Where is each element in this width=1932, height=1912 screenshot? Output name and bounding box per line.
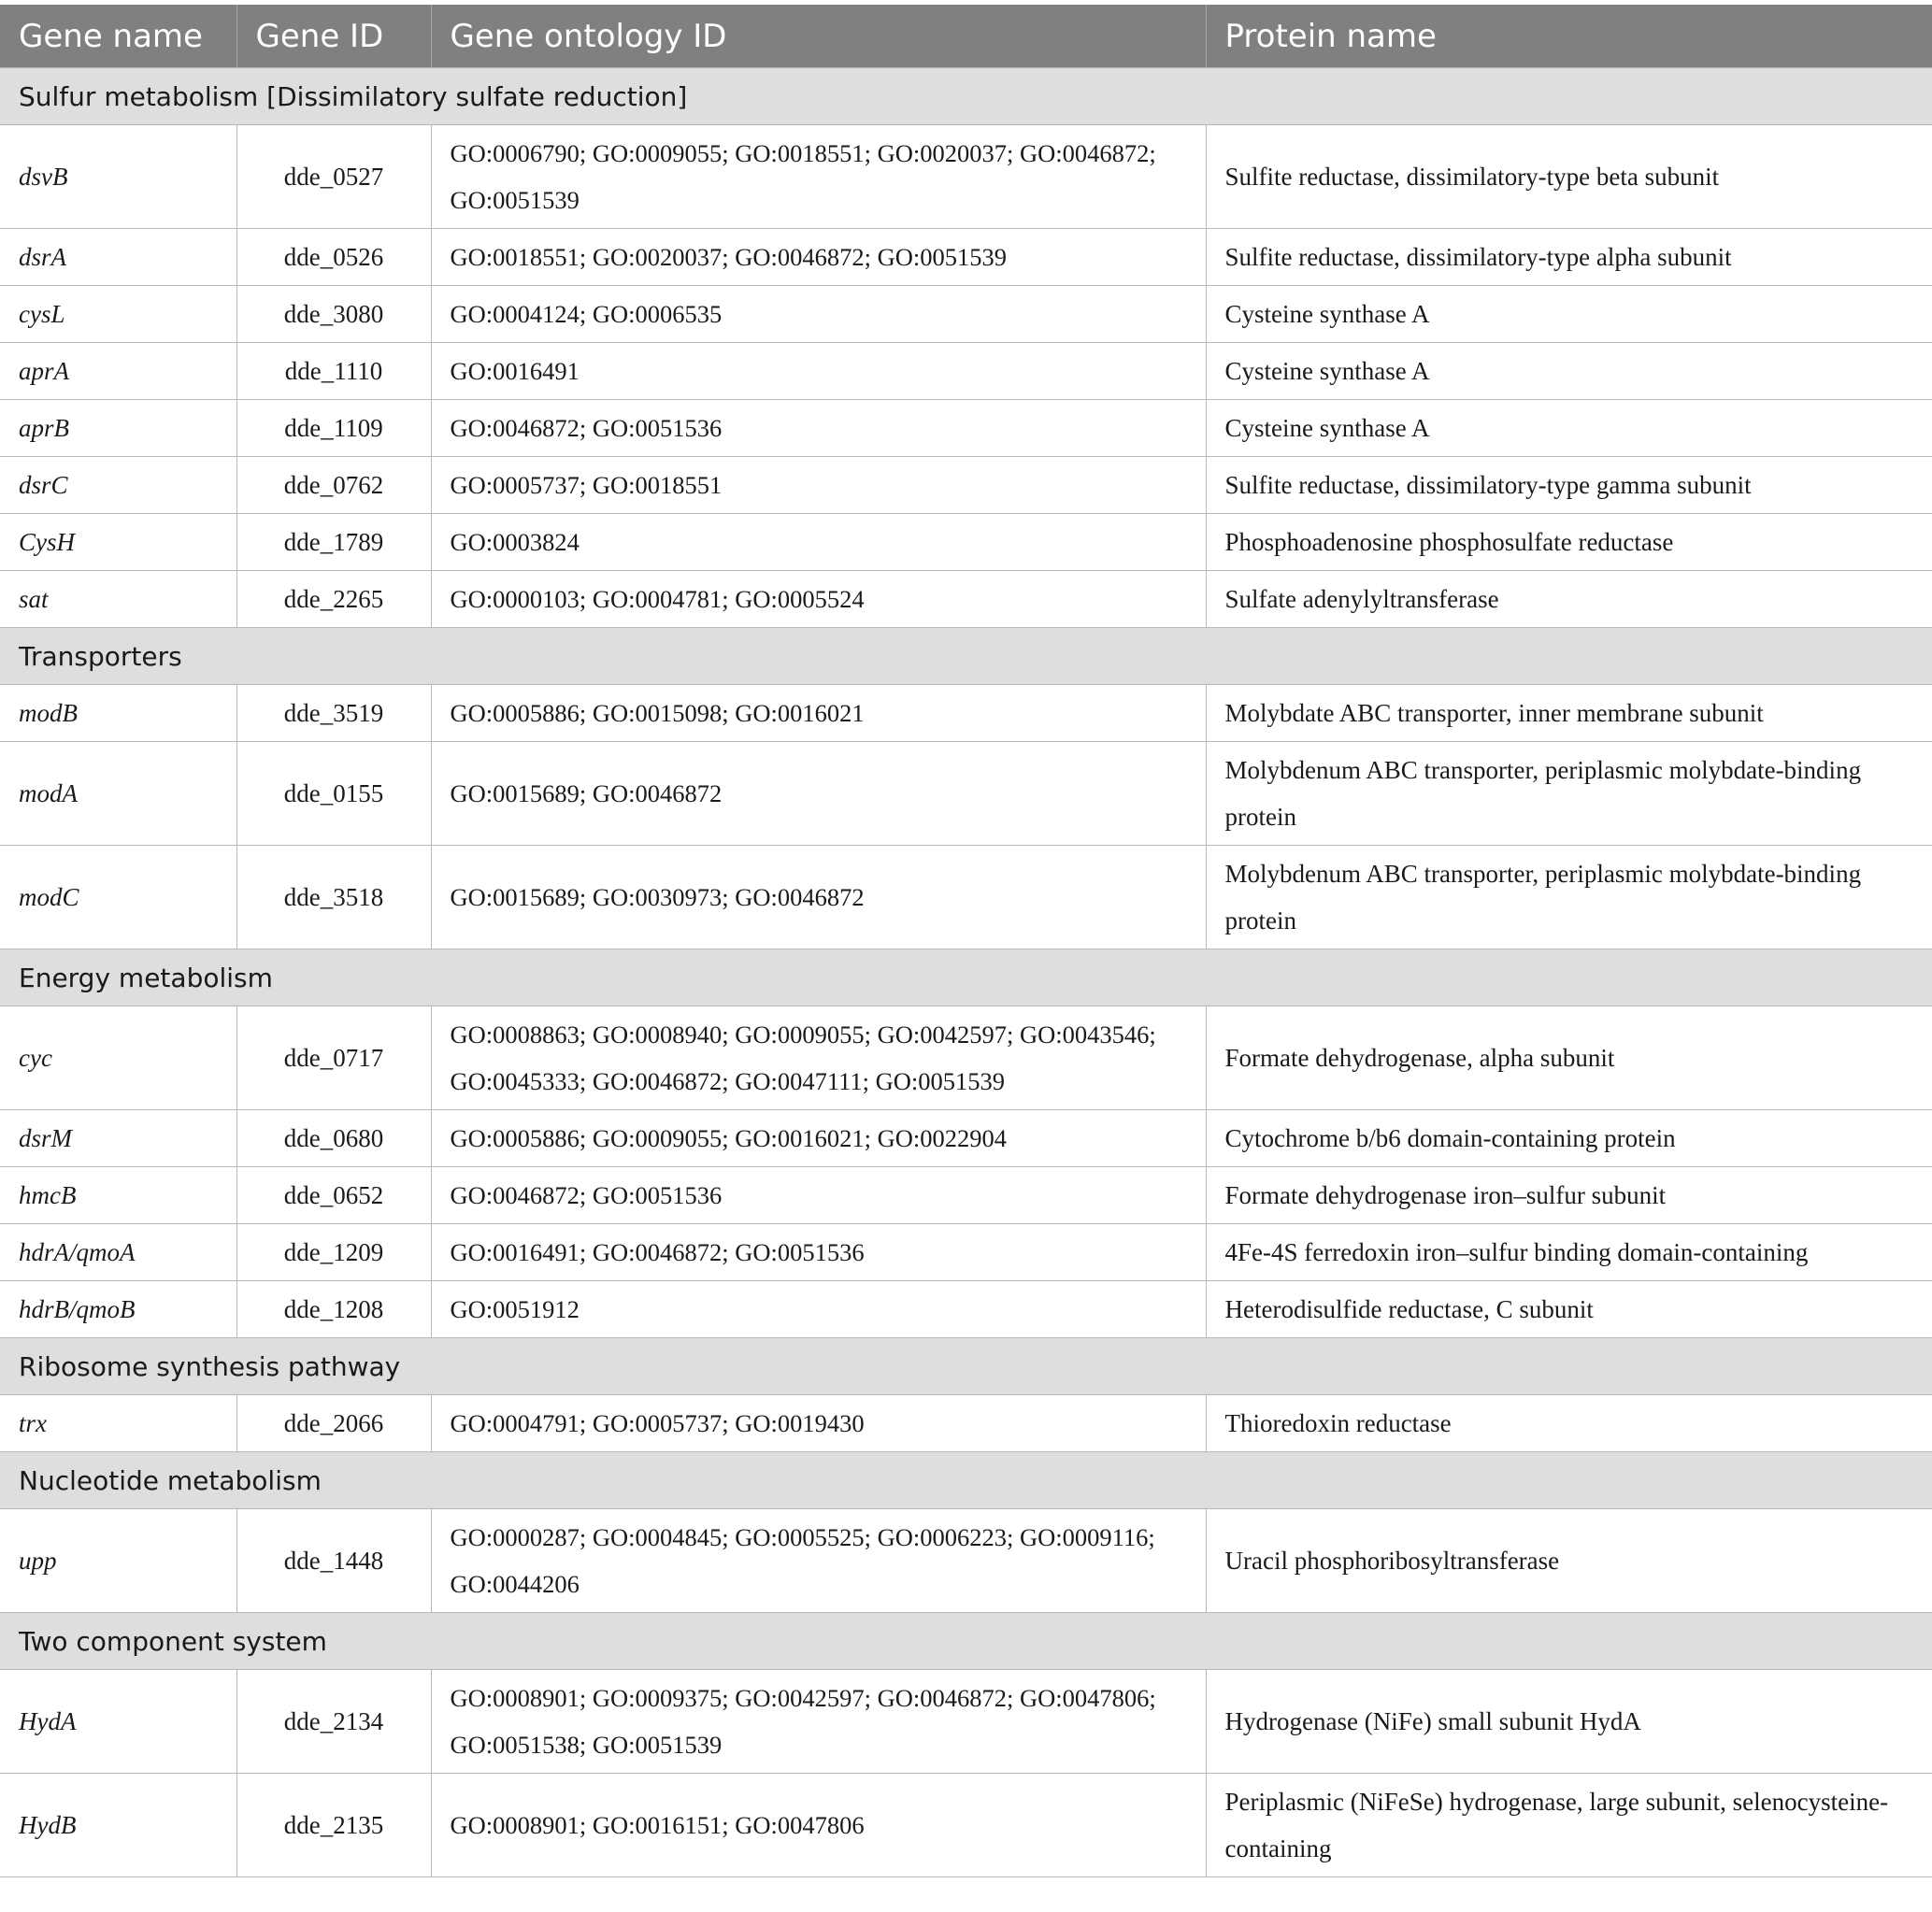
protein-name-cell: Cytochrome b/b6 domain-containing protein [1206, 1110, 1932, 1167]
gene-id-cell: dde_2265 [236, 571, 431, 628]
section-title: Sulfur metabolism [Dissimilatory sulfate reduction] [0, 68, 1932, 125]
table-row [0, 514, 1932, 571]
protein-name-cell: Molybdate ABC transporter, inner membrane subunit [1206, 685, 1932, 742]
protein-name-cell: Cysteine synthase A [1206, 286, 1932, 343]
section-title: Transporters [0, 628, 1932, 685]
table-row [0, 229, 1932, 286]
gene-id-cell: dde_2066 [236, 1395, 431, 1452]
table-body [0, 68, 1932, 1877]
column-header-gene-id: Gene ID [236, 5, 431, 68]
gene-id-cell: dde_1789 [236, 514, 431, 571]
gene-name-cell: cyc [0, 1006, 236, 1110]
gene-id-cell: dde_2135 [236, 1774, 431, 1877]
gene-name-cell: hmcB [0, 1167, 236, 1224]
gene-name-cell: modB [0, 685, 236, 742]
gene-table [0, 5, 1932, 1877]
protein-name-cell: Cysteine synthase A [1206, 400, 1932, 457]
table-row [0, 1670, 1932, 1774]
gene-name-cell: modA [0, 742, 236, 846]
protein-name-cell: Cysteine synthase A [1206, 343, 1932, 400]
column-header-gene-name: Gene name [0, 5, 236, 68]
gene-name-cell: dsrA [0, 229, 236, 286]
protein-name-cell: Sulfite reductase, dissimilatory-type gamma subunit [1206, 457, 1932, 514]
gene-name-cell: trx [0, 1395, 236, 1452]
go-id-cell: GO:0005737; GO:0018551 [431, 457, 1206, 514]
column-header-protein-name: Protein name [1206, 5, 1932, 68]
go-id-cell: GO:0003824 [431, 514, 1206, 571]
go-id-cell: GO:0018551; GO:0020037; GO:0046872; GO:0051539 [431, 229, 1206, 286]
protein-name-cell: Sulfate adenylyltransferase [1206, 571, 1932, 628]
gene-id-cell: dde_0680 [236, 1110, 431, 1167]
table-row [0, 1281, 1932, 1338]
protein-name-cell: Sulfite reductase, dissimilatory-type beta subunit [1206, 125, 1932, 229]
gene-id-cell: dde_0527 [236, 125, 431, 229]
table-row [0, 571, 1932, 628]
section-header-row [0, 1338, 1932, 1395]
table-row [0, 1774, 1932, 1877]
go-id-cell: GO:0016491 [431, 343, 1206, 400]
gene-name-cell: modC [0, 846, 236, 949]
table-row [0, 400, 1932, 457]
gene-id-cell: dde_1448 [236, 1509, 431, 1613]
protein-name-cell: Sulfite reductase, dissimilatory-type alpha subunit [1206, 229, 1932, 286]
go-id-cell: GO:0004124; GO:0006535 [431, 286, 1206, 343]
go-id-cell: GO:0008901; GO:0016151; GO:0047806 [431, 1774, 1206, 1877]
gene-name-cell: CysH [0, 514, 236, 571]
protein-name-cell: Molybdenum ABC transporter, periplasmic molybdate-binding protein [1206, 742, 1932, 846]
go-id-cell: GO:0016491; GO:0046872; GO:0051536 [431, 1224, 1206, 1281]
table-row [0, 846, 1932, 949]
gene-id-cell: dde_0652 [236, 1167, 431, 1224]
gene-id-cell: dde_1209 [236, 1224, 431, 1281]
gene-name-cell: sat [0, 571, 236, 628]
go-id-cell: GO:0006790; GO:0009055; GO:0018551; GO:0020037; GO:0046872; GO:0051539 [431, 125, 1206, 229]
table-row [0, 1509, 1932, 1613]
table-row [0, 286, 1932, 343]
go-id-cell: GO:0008863; GO:0008940; GO:0009055; GO:0042597; GO:0043546; GO:0045333; GO:0046872; GO:0047111; GO:0051539 [431, 1006, 1206, 1110]
table-row [0, 1167, 1932, 1224]
protein-name-cell: 4Fe-4S ferredoxin iron–sulfur binding domain-containing [1206, 1224, 1932, 1281]
gene-id-cell: dde_1110 [236, 343, 431, 400]
table-row [0, 457, 1932, 514]
gene-id-cell: dde_0155 [236, 742, 431, 846]
go-id-cell: GO:0005886; GO:0009055; GO:0016021; GO:0022904 [431, 1110, 1206, 1167]
gene-name-cell: dsvB [0, 125, 236, 229]
protein-name-cell: Molybdenum ABC transporter, periplasmic molybdate-binding protein [1206, 846, 1932, 949]
gene-name-cell: cysL [0, 286, 236, 343]
table-row [0, 1110, 1932, 1167]
protein-name-cell: Thioredoxin reductase [1206, 1395, 1932, 1452]
section-header-row [0, 628, 1932, 685]
section-title: Nucleotide metabolism [0, 1452, 1932, 1509]
gene-id-cell: dde_0526 [236, 229, 431, 286]
protein-name-cell: Hydrogenase (NiFe) small subunit HydA [1206, 1670, 1932, 1774]
go-id-cell: GO:0000103; GO:0004781; GO:0005524 [431, 571, 1206, 628]
gene-id-cell: dde_2134 [236, 1670, 431, 1774]
table-row [0, 343, 1932, 400]
column-header-go-id: Gene ontology ID [431, 5, 1206, 68]
gene-id-cell: dde_1208 [236, 1281, 431, 1338]
protein-name-cell: Formate dehydrogenase iron–sulfur subunit [1206, 1167, 1932, 1224]
gene-name-cell: dsrM [0, 1110, 236, 1167]
table-row [0, 1006, 1932, 1110]
go-id-cell: GO:0008901; GO:0009375; GO:0042597; GO:0046872; GO:0047806; GO:0051538; GO:0051539 [431, 1670, 1206, 1774]
section-title: Energy metabolism [0, 949, 1932, 1006]
gene-name-cell: HydA [0, 1670, 236, 1774]
go-id-cell: GO:0015689; GO:0030973; GO:0046872 [431, 846, 1206, 949]
gene-id-cell: dde_3080 [236, 286, 431, 343]
gene-id-cell: dde_3518 [236, 846, 431, 949]
gene-name-cell: hdrB/qmoB [0, 1281, 236, 1338]
gene-id-cell: dde_0717 [236, 1006, 431, 1110]
section-title: Ribosome synthesis pathway [0, 1338, 1932, 1395]
gene-name-cell: aprB [0, 400, 236, 457]
table-row [0, 1224, 1932, 1281]
table-row [0, 125, 1932, 229]
go-id-cell: GO:0051912 [431, 1281, 1206, 1338]
go-id-cell: GO:0005886; GO:0015098; GO:0016021 [431, 685, 1206, 742]
protein-name-cell: Formate dehydrogenase, alpha subunit [1206, 1006, 1932, 1110]
gene-name-cell: HydB [0, 1774, 236, 1877]
section-header-row [0, 949, 1932, 1006]
section-title: Two component system [0, 1613, 1932, 1670]
go-id-cell: GO:0015689; GO:0046872 [431, 742, 1206, 846]
section-header-row [0, 1613, 1932, 1670]
gene-id-cell: dde_3519 [236, 685, 431, 742]
go-id-cell: GO:0046872; GO:0051536 [431, 400, 1206, 457]
section-header-row [0, 1452, 1932, 1509]
gene-name-cell: hdrA/qmoA [0, 1224, 236, 1281]
go-id-cell: GO:0046872; GO:0051536 [431, 1167, 1206, 1224]
go-id-cell: GO:0004791; GO:0005737; GO:0019430 [431, 1395, 1206, 1452]
go-id-cell: GO:0000287; GO:0004845; GO:0005525; GO:0006223; GO:0009116; GO:0044206 [431, 1509, 1206, 1613]
gene-name-cell: dsrC [0, 457, 236, 514]
table-row [0, 685, 1932, 742]
protein-name-cell: Periplasmic (NiFeSe) hydrogenase, large subunit, selenocysteine-containing [1206, 1774, 1932, 1877]
table-row [0, 742, 1932, 846]
table-row [0, 1395, 1932, 1452]
gene-id-cell: dde_0762 [236, 457, 431, 514]
protein-name-cell: Heterodisulfide reductase, C subunit [1206, 1281, 1932, 1338]
protein-name-cell: Uracil phosphoribosyltransferase [1206, 1509, 1932, 1613]
gene-name-cell: aprA [0, 343, 236, 400]
gene-name-cell: upp [0, 1509, 236, 1613]
protein-name-cell: Phosphoadenosine phosphosulfate reductase [1206, 514, 1932, 571]
gene-id-cell: dde_1109 [236, 400, 431, 457]
section-header-row [0, 68, 1932, 125]
header-row [0, 5, 1932, 68]
